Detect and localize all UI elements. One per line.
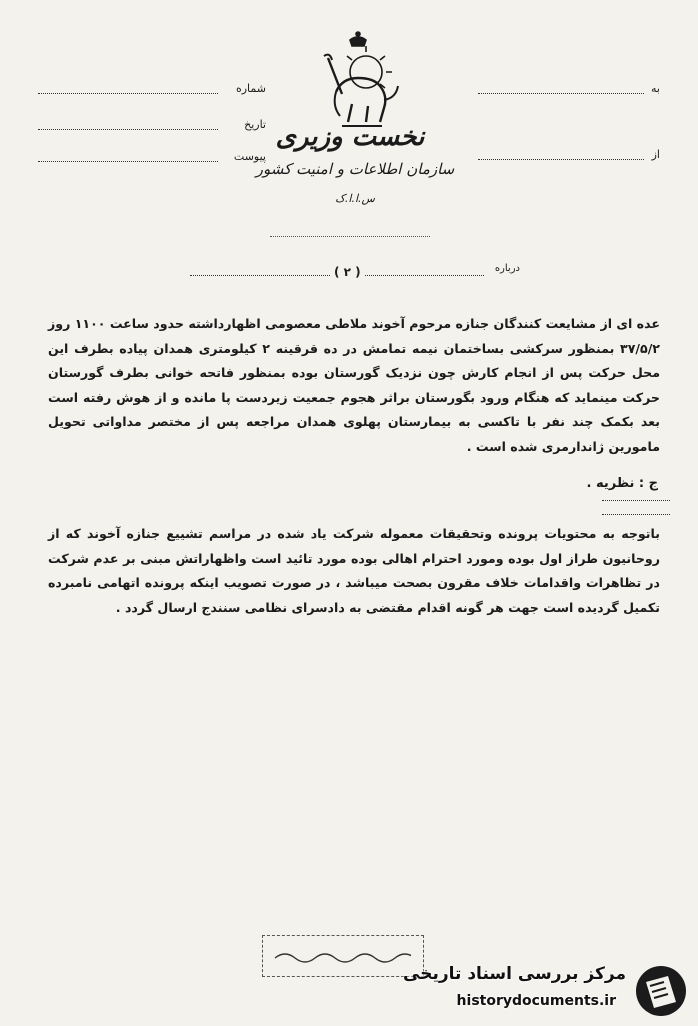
page-number: ( ۲ ) (330, 265, 365, 279)
field-from-line (478, 159, 644, 160)
field-to-label: به (651, 82, 660, 95)
field-number-line (38, 93, 218, 94)
organization-title: سازمان اطلاعات و امنیت کشور (255, 160, 455, 178)
field-attachment (38, 150, 266, 170)
field-from (478, 148, 660, 168)
document-code: س.ا.ا.ک (335, 192, 375, 205)
archive-logo-icon (634, 964, 688, 1018)
archive-watermark (403, 958, 692, 1022)
opinion-paragraph: باتوجه به محتویات پرونده وتحقیقات معموله شرکت یاد شده در مراسم تشییع جنازه آخوند که از روحانیون طراز اول بوده ومورد احترام اهالی بوده مورد تائید است واظهاراتش مبنی بر عدم شرکت در تظاهرات واقدامات خلاف مقرون بصحت میباشد ، در صورت تصویب اینکه پرونده اتهامی نامبرده تکمیل گردیده است جهت هر گونه اقدام مقتضی به دادسرای نظامی سنندج ارسال گردد . (48, 526, 660, 615)
field-date-line (38, 129, 218, 130)
field-date (38, 118, 266, 138)
opinion-heading: ج : نظریه . (586, 476, 658, 491)
field-from-label: از (651, 148, 660, 161)
opinion-divider (602, 500, 670, 501)
report-paragraph: عده ای از مشایعت کنندگان جنازه مرحوم آخوند ملاطی معصومی اظهارداشته حدود ساعت ۱۱۰۰ روز ۳۷/۵/۲ بمنظور سرکشی بساختمان نیمه تمامش در ده قرقینه ۲ کیلومتری همدان پیاده بطرف این محل حرکت پس از انجام کارش چون نزدیک گورستان بوده بمنظور فاتحه خوانی بطرف گورستان حرکت مینماید که هنگام ورود بگورستان براثر هجوم جمعیت زیردست پا مانده و از هوش رفته است بعد بکمک چند نفر با تاکسی به بیمارستان پهلوی همدان مراجعه پس از مختصر مداواتی تحویل مامورین ژاندارمری شده است . (48, 316, 660, 454)
subject-label: درباره (494, 263, 520, 274)
field-number (38, 82, 266, 102)
field-attachment-label: پیوست (233, 150, 266, 163)
lion-and-sun-emblem (308, 30, 408, 130)
handwritten-note (271, 948, 411, 964)
watermark-title: مرکز بررسی اسناد تاریخی (403, 964, 626, 984)
field-number-label: شماره (235, 82, 266, 95)
ministry-title: نخست وزیری (275, 122, 425, 152)
field-attachment-line (38, 161, 218, 162)
field-to (478, 82, 660, 102)
field-date-label: تاریخ (244, 118, 266, 131)
header-divider (270, 236, 430, 237)
opinion-divider-2 (602, 514, 670, 515)
watermark-url: historydocuments.ir (456, 993, 616, 1009)
subject-row (190, 263, 520, 283)
archive-stamp (262, 935, 424, 977)
field-to-line (478, 93, 644, 94)
